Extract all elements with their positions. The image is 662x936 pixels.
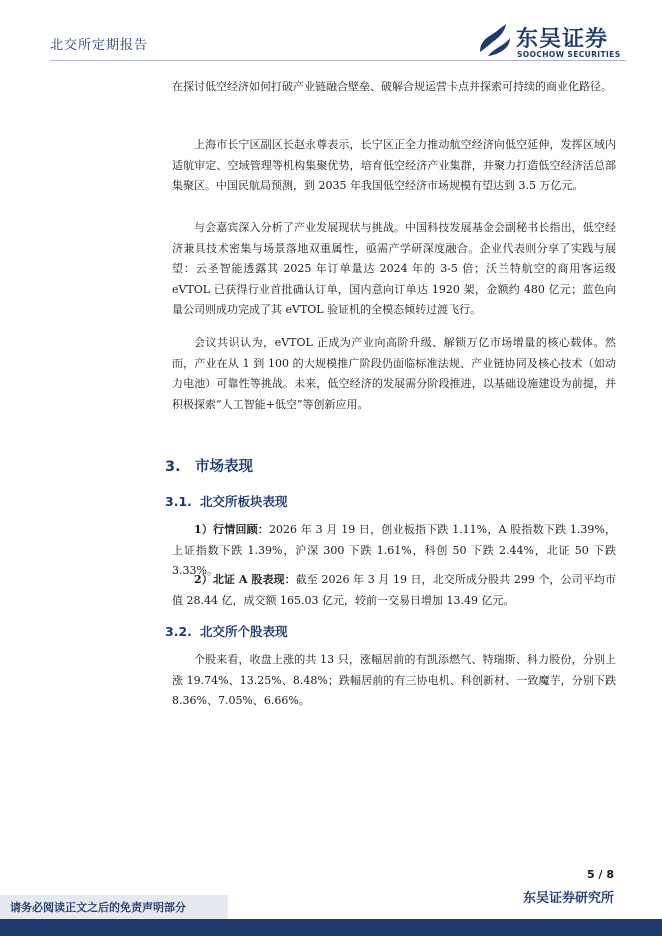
section-3-heading bbox=[165, 455, 253, 476]
section-3-1-number: 3.1. bbox=[165, 494, 192, 509]
bse-performance-label: 2）北证 A 股表现： bbox=[194, 573, 296, 586]
paragraph-2: 上海市长宁区副区长赵永尊表示，长宁区正全力推动航空经济向低空延伸，发挥区域内适航审定、空域管理等机构集聚优势，培育低空经济产业集群，并聚力打造低空经济活总部集聚区。中国民航局预测，到 2035 年我国低空经济市场规模有望达到 3.5 万亿元。 bbox=[172, 138, 616, 193]
bse-performance-text: 截至 2026 年 3 月 19 日，北交所成分股共 299 个，公司平均市值 28.44 亿，成交额 165.03 亿元，较前一交易日增加 13.49 亿元。 bbox=[172, 573, 616, 607]
paragraph-3: 与会嘉宾深入分析了产业发展现状与挑战。中国科技发展基金会副秘书长指出，低空经济兼具技术密集与场景落地双重属性，亟需产学研深度融合。企业代表则分享了实践与展望：云圣智能透露其 2025 年订单量达 2024 年的 3-5 倍；沃兰特航空的商用客运级 eVTOL 已获得行业首批确认订单，国内意向订单达 1920 架，金额约 480 亿元；蓝色向量公司则成功完成了其 eVTOL 验证机的全模态倾转过渡飞行。 bbox=[172, 221, 616, 317]
soochow-logo-icon bbox=[476, 22, 512, 58]
section-3-1-heading bbox=[165, 492, 288, 510]
paragraph-4: 会议共识认为，eVTOL 正成为产业向高阶升级、解锁万亿市场增量的核心载体。然而，产业在从 1 到 100 的大规模推广阶段仍面临标准法规、产业链协同及核心技术（如动力电池）可靠性等挑战。未来，低空经济的发展需分阶段推进，以基础设施建设为前提，并积极探索“人工智能+低空”等创新应用。 bbox=[172, 336, 616, 411]
report-type-title: 北交所定期报告 bbox=[50, 38, 149, 53]
header-divider bbox=[50, 60, 626, 61]
section-3-title: 市场表现 bbox=[195, 459, 253, 475]
logo-english-name: SOOCHOW SECURITIES bbox=[517, 50, 621, 59]
section-3-1-title: 北交所板块表现 bbox=[200, 494, 288, 509]
market-review-label: 1）行情回顾： bbox=[194, 523, 270, 536]
institute-name: 东吴证券研究所 bbox=[522, 891, 614, 906]
section-3-2-number: 3.2. bbox=[165, 624, 192, 639]
paragraph-stock-performance: 个股来看，收盘上涨的共 13 只，涨幅居前的有凯添燃气、特瑞斯、科力股份，分别上涨 19.74%、13.25%、8.48%；跌幅居前的有三协电机、科创新材、一致魔芋，分别下跌 8.36%、7.05%、6.66%。 bbox=[172, 653, 616, 708]
market-review-text: 2026 年 3 月 19 日，创业板指下跌 1.11%，A 股指数下跌 1.39%，上证指数下跌 1.39%，沪深 300 下跌 1.61%，科创 50 下跌 2.44%，北证 50 下跌 3.33%。 bbox=[172, 523, 616, 578]
logo-chinese-name: 东吴证券 bbox=[516, 27, 609, 52]
disclaimer-box bbox=[0, 895, 228, 919]
page-number: 5 / 8 bbox=[587, 868, 614, 881]
section-3-2-heading bbox=[165, 622, 288, 640]
section-3-number: 3. bbox=[165, 459, 181, 475]
section-3-2-title: 北交所个股表现 bbox=[200, 624, 288, 639]
company-logo bbox=[476, 22, 626, 64]
disclaimer-text: 请务必阅读正文之后的免责声明部分 bbox=[10, 901, 186, 914]
paragraph-1: 在探讨低空经济如何打破产业链融合壁垒、破解合规运营卡点并探索可持续的商业化路径。 bbox=[172, 80, 612, 93]
paragraph-bse-performance bbox=[172, 570, 616, 611]
footer-bar bbox=[0, 919, 662, 936]
